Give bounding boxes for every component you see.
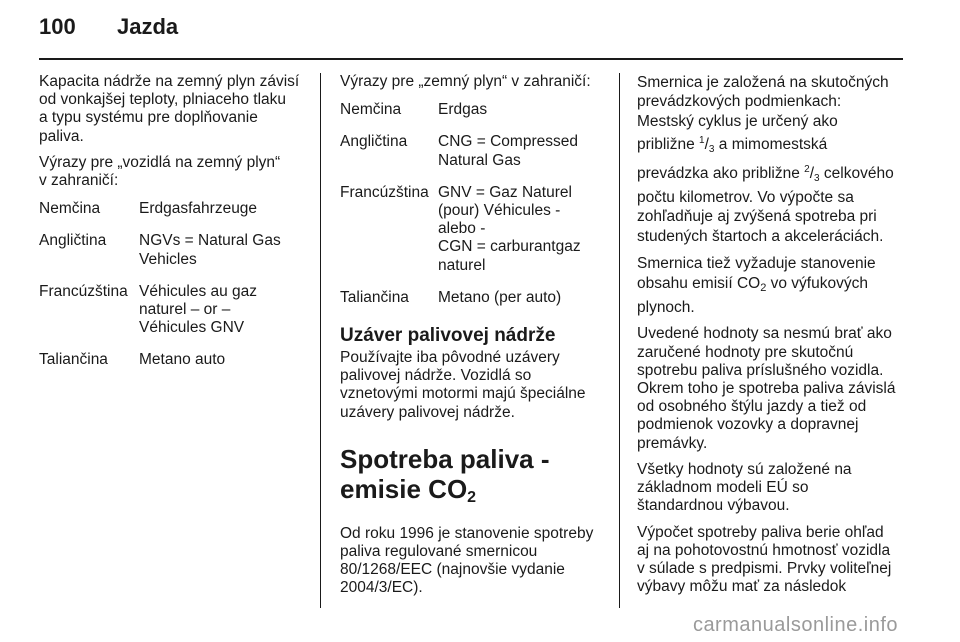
- term-row: [340, 184, 610, 275]
- term-row: [39, 232, 311, 268]
- text-line: Mestský cyklus je určený ako: [637, 112, 838, 130]
- fuel-cap-heading: Uzáver palivovej nádrže: [340, 325, 556, 347]
- text-fragment: vo výfukových: [766, 274, 868, 292]
- text-line: CGN = carburantgaz: [438, 238, 581, 256]
- term-row: [39, 351, 311, 369]
- weight-paragraph: [637, 524, 907, 597]
- emissions-paragraph: [637, 254, 907, 317]
- text-line: Véhicules GNV: [139, 319, 245, 337]
- page-header: [39, 14, 178, 50]
- text-line: 2004/3/EC).: [340, 579, 423, 597]
- header-rule: [39, 58, 903, 60]
- intro-paragraph: [39, 73, 311, 146]
- text-line: v zahraničí:: [39, 172, 119, 190]
- text-line: Výpočet spotreby paliva berie ohľad: [637, 523, 884, 541]
- term-row: [340, 133, 610, 169]
- page-number: 100: [39, 14, 76, 39]
- text-line: Od roku 1996 je stanovenie spotreby: [340, 524, 594, 542]
- text-line: vznetovými motormi majú špeciálne: [340, 385, 586, 403]
- heading-text: emisie CO: [340, 473, 468, 504]
- text-line: spotrebu paliva príslušného vozidla.: [637, 361, 884, 379]
- text-line: prevádzkových podmienkach:: [637, 93, 842, 111]
- text-fragment: prevádzka ako približne: [637, 164, 805, 182]
- subscript: 2: [467, 488, 477, 506]
- text-line: Smernica tiež vyžaduje stanovenie: [637, 255, 876, 273]
- text-fragment: a mimomestská: [714, 136, 828, 154]
- text-line: od osobného štýlu jazdy a tiež od: [637, 398, 867, 416]
- term-value: [438, 101, 610, 119]
- text-line: Používajte iba pôvodné uzávery: [340, 349, 560, 367]
- text-line: paliva.: [39, 127, 84, 145]
- text-line: prevádzka ako približne $^2/_3$ celkového: [637, 163, 894, 184]
- term-value: [139, 232, 311, 268]
- term-language: Nemčina: [340, 101, 402, 119]
- text-line: premávky.: [637, 434, 708, 452]
- watermark: carmanualsonline.info: [692, 614, 898, 636]
- text-line: Okrem toho je spotreba paliva závislá: [637, 380, 896, 398]
- text-line: Kapacita nádrže na zemný plyn závisí: [39, 73, 300, 90]
- column-3: [637, 73, 907, 604]
- term-language: Taliančina: [340, 288, 409, 306]
- text-line: zaručené hodnoty pre skutočnú: [637, 343, 854, 361]
- text-line: Natural Gas: [438, 151, 521, 169]
- fraction-denominator: 3: [708, 144, 715, 156]
- text-line: Všetky hodnoty sú založené na: [637, 460, 852, 478]
- regulation-paragraph: [340, 525, 610, 598]
- term-value: [438, 289, 610, 307]
- fraction-numerator: 1: [699, 135, 705, 147]
- text-line: v súlade s predpismi. Prvky voliteľnej: [637, 559, 892, 577]
- term-language: Angličtina: [340, 133, 408, 151]
- directive-paragraph: [637, 73, 907, 246]
- term-value: [438, 184, 610, 275]
- text-line: alebo -: [438, 220, 486, 238]
- term-language: Angličtina: [39, 232, 107, 250]
- term-language: Taliančina: [39, 351, 108, 369]
- text-fragment: obsahu emisií CO: [637, 274, 761, 292]
- text-line: studených štartoch a akceleráciách.: [637, 227, 884, 245]
- heading-line: Spotreba paliva -: [340, 443, 550, 474]
- text-line: CNG = Compressed: [438, 133, 578, 151]
- text-line: 80/1268/EEC (najnovšie vydanie: [340, 561, 565, 579]
- text-line: zohľadňuje aj zvýšená spotreba pri: [637, 208, 877, 226]
- text-line: uzávery palivovej nádrže.: [340, 403, 515, 421]
- text-line: naturel: [438, 256, 486, 274]
- text-line: Metano (per auto): [438, 288, 562, 306]
- text-line: Erdgas: [438, 101, 488, 119]
- text-line: Uvedené hodnoty sa nesmú brať ako: [637, 325, 892, 343]
- text-line: [637, 274, 907, 298]
- subscript: 2: [760, 281, 767, 294]
- text-line: NGVs = Natural Gas: [139, 232, 281, 250]
- term-value: [139, 351, 311, 369]
- text-line: a typu systému pre doplňovanie: [39, 109, 258, 127]
- consumption-heading: [340, 444, 610, 513]
- term-value: [139, 283, 311, 338]
- baseline-paragraph: [637, 461, 907, 516]
- gas-terms-heading: Výrazy pre „zemný plyn“ v zahraničí:: [340, 73, 591, 90]
- text-line: základnom modeli EÚ so: [637, 479, 809, 497]
- fraction-numerator: 2: [804, 163, 810, 175]
- text-line: GNV = Gaz Naturel: [438, 183, 572, 201]
- text-line: naturel – or –: [139, 301, 231, 319]
- text-line: paliva regulované smernicou: [340, 543, 538, 561]
- column-divider: [619, 73, 620, 608]
- text-line: aj na pohotovostnú hmotnosť vozidla: [637, 541, 891, 559]
- text-fragment: približne: [637, 136, 700, 154]
- column-2: [340, 73, 610, 606]
- text-line: približne $^1/_3$ a mimomestská: [637, 135, 828, 156]
- term-row: [340, 101, 610, 119]
- text-line: Metano auto: [139, 351, 226, 369]
- term-row: [340, 289, 610, 307]
- text-line: plynoch.: [637, 299, 695, 317]
- term-value: [139, 200, 311, 218]
- text-line: Vehicles: [139, 250, 197, 268]
- disclaimer-paragraph: [637, 325, 907, 452]
- heading-line: [340, 474, 610, 513]
- text-fragment: celkového: [819, 164, 894, 182]
- vehicle-terms-heading: [39, 154, 311, 190]
- text-line: výbavy môžu mať za následok: [637, 578, 847, 596]
- text-line: Výrazy pre „vozidlá na zemný plyn“: [39, 153, 281, 171]
- chapter-title: Jazda: [117, 14, 179, 39]
- fuel-cap-paragraph: [340, 349, 610, 422]
- text-line: štandardnou výbavou.: [637, 497, 790, 515]
- term-row: [39, 283, 311, 338]
- text-line: palivovej nádrže. Vozidlá so: [340, 367, 532, 385]
- text-line: Véhicules au gaz: [139, 282, 258, 300]
- column-1: [39, 73, 311, 384]
- text-line: (pour) Véhicules -: [438, 202, 561, 220]
- column-divider: [320, 73, 321, 608]
- text-line: počtu kilometrov. Vo výpočte sa: [637, 189, 854, 207]
- text-line: od vonkajšej teploty, plniaceho tlaku: [39, 91, 287, 109]
- term-language: Francúzština: [39, 282, 128, 300]
- text-line: Erdgasfahrzeuge: [139, 200, 258, 218]
- text-line: Smernica je založená na skutočných: [637, 74, 889, 91]
- fraction-denominator: 3: [814, 172, 820, 184]
- term-row: [39, 200, 311, 218]
- text-line: podmienok vozovky a dopravnej: [637, 416, 859, 434]
- term-language: Nemčina: [39, 200, 101, 218]
- term-language: Francúzština: [340, 183, 429, 201]
- term-value: [438, 133, 610, 169]
